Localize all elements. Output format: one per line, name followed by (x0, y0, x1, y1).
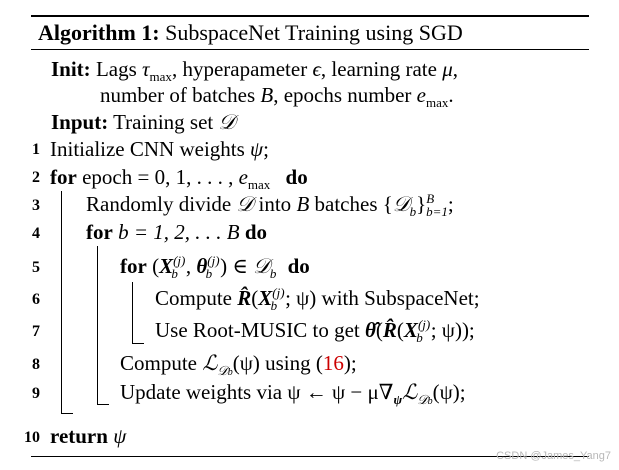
for-epoch-block-line (61, 191, 62, 414)
loss-subscript: 𝒟 (417, 393, 428, 409)
line-text: epoch = 0, 1, . . . , (76, 165, 239, 189)
for-batch-block-line (97, 246, 98, 405)
algorithm-title: SubspaceNet Training using SGD (165, 20, 463, 45)
X-symbol: X (258, 286, 273, 310)
theta-symbol: θ (196, 254, 208, 278)
line-number: 9 (32, 385, 40, 402)
line-text: Use Root-MUSIC to get (155, 318, 365, 342)
line-number: 10 (24, 429, 40, 446)
line-text: into (253, 192, 297, 216)
e-subscript: max (426, 95, 449, 111)
line-number: 4 (32, 225, 40, 242)
algo-line-2 (50, 165, 308, 193)
line-number: 2 (32, 169, 40, 186)
input-text: Training set (113, 110, 219, 134)
for-sample-block-line (132, 282, 133, 344)
e-symbol: e (238, 165, 248, 189)
for-batch-block-end (97, 404, 109, 405)
init-text: , epochs number (273, 83, 417, 107)
psi-symbol: ψ (250, 137, 264, 161)
X-symbol: X (403, 318, 418, 342)
R-hat-symbol: R̂ (237, 286, 252, 310)
init-text: Lags (95, 57, 143, 81)
line-number: 7 (32, 323, 40, 340)
range-subscript: b=1 (426, 204, 448, 220)
b-subscript: b (270, 298, 278, 314)
e-subscript: max (247, 177, 271, 193)
batch-symbol: 𝒟 (392, 192, 410, 216)
theta-hat-symbol: θ̂ (365, 318, 376, 342)
epsilon-symbol: ϵ (312, 57, 321, 81)
top-rule (31, 15, 589, 17)
line-text: ; (447, 192, 454, 216)
init-keyword: Init: (51, 57, 91, 81)
algo-line-10 (50, 425, 126, 447)
b-subscript: b (171, 266, 178, 282)
for-keyword: for (120, 254, 147, 278)
mu-symbol: μ (442, 57, 453, 81)
tau-symbol: τ (142, 57, 150, 81)
line-number: 1 (32, 141, 40, 158)
init-text: , learning rate (320, 57, 443, 81)
line-text: Compute (120, 351, 203, 375)
input-line (51, 111, 235, 133)
line-text: ) ∈ (220, 254, 254, 278)
line-text: } (416, 192, 427, 216)
line-number: 6 (32, 291, 40, 308)
init-text: . (448, 83, 454, 107)
b-subscript: b (427, 396, 433, 408)
dataset-symbol: 𝒟 (236, 192, 254, 216)
line-text: ; (263, 137, 269, 161)
algo-line-8 (120, 351, 357, 380)
for-epoch-block-end (61, 413, 73, 414)
b-subscript: b (205, 266, 213, 282)
b-subscript: b (416, 330, 423, 346)
line-number: 3 (32, 197, 40, 214)
line-text: , (185, 254, 197, 278)
psi-symbol: ψ (113, 424, 127, 448)
init-line-2 (100, 83, 454, 111)
algo-line-7 (155, 317, 475, 346)
do-keyword: do (244, 220, 268, 244)
tau-subscript: max (149, 69, 172, 85)
line-text: batches { (309, 192, 393, 216)
algo-line-3 (86, 191, 454, 220)
line-text: Randomly divide (86, 192, 237, 216)
line-text: ( (251, 286, 259, 310)
X-symbol: X (159, 254, 174, 278)
dataset-symbol: 𝒟 (218, 110, 236, 134)
algo-line-4 (86, 221, 267, 243)
init-text: , (452, 57, 458, 81)
algorithm-heading (38, 22, 463, 44)
do-keyword: do (287, 254, 310, 278)
equation-reference-link[interactable]: 16 (322, 351, 344, 375)
B-symbol: B (260, 83, 274, 107)
line-text: (ψ); (432, 380, 466, 404)
B-symbol: B (296, 192, 310, 216)
algo-line-5 (120, 253, 310, 282)
do-keyword: do (285, 165, 308, 189)
loss-symbol: ℒ (202, 351, 218, 375)
loss-subscript: 𝒟 (217, 364, 228, 380)
j-superscript: (j) (207, 253, 220, 268)
e-symbol: e (416, 83, 426, 107)
j-superscript: (j) (417, 317, 431, 332)
line-number: 8 (32, 356, 40, 373)
j-superscript: (j) (173, 253, 186, 268)
line-number: 5 (32, 259, 40, 276)
line-text: Compute (155, 286, 238, 310)
mid-rule (31, 49, 589, 50)
input-keyword: Input: (51, 110, 109, 134)
line-text: ( (375, 318, 383, 342)
line-text: ( (396, 318, 404, 342)
init-text: , hyperapameter (171, 57, 313, 81)
j-superscript: (j) (272, 285, 285, 300)
init-line-1 (51, 57, 458, 85)
algorithm-label: Algorithm 1: (38, 20, 160, 45)
batch-subscript: b (409, 204, 417, 220)
line-text: (ψ) using ( (232, 351, 323, 375)
watermark: CSDN @James_Yang7 (496, 450, 611, 462)
algo-line-9 (120, 380, 466, 409)
algo-line-6 (155, 285, 480, 314)
R-hat-symbol: R̂ (382, 318, 397, 342)
line-text: ); (343, 351, 357, 375)
for-sample-block-end (132, 343, 144, 344)
psi-subscript: ψ (393, 392, 403, 408)
b-subscript: b (269, 266, 277, 282)
line-text: Initialize CNN weights (50, 137, 251, 161)
b-subscript: b (227, 367, 233, 379)
loss-symbol: ℒ (402, 380, 418, 404)
line-text: ; ψ)); (430, 318, 475, 342)
line-text: ( (146, 254, 160, 278)
line-text: b = 1, 2, . . . B (112, 220, 245, 244)
for-keyword: for (50, 165, 77, 189)
line-text: ; ψ) with SubspaceNet; (285, 286, 480, 310)
return-keyword: return (50, 424, 108, 448)
for-keyword: for (86, 220, 113, 244)
line-text: Update weights via ψ ← ψ − μ∇ (120, 380, 394, 404)
algo-line-1 (50, 138, 269, 160)
dataset-symbol: 𝒟 (253, 254, 270, 278)
init-text: number of batches (100, 83, 261, 107)
B-superscript: B (426, 191, 435, 206)
